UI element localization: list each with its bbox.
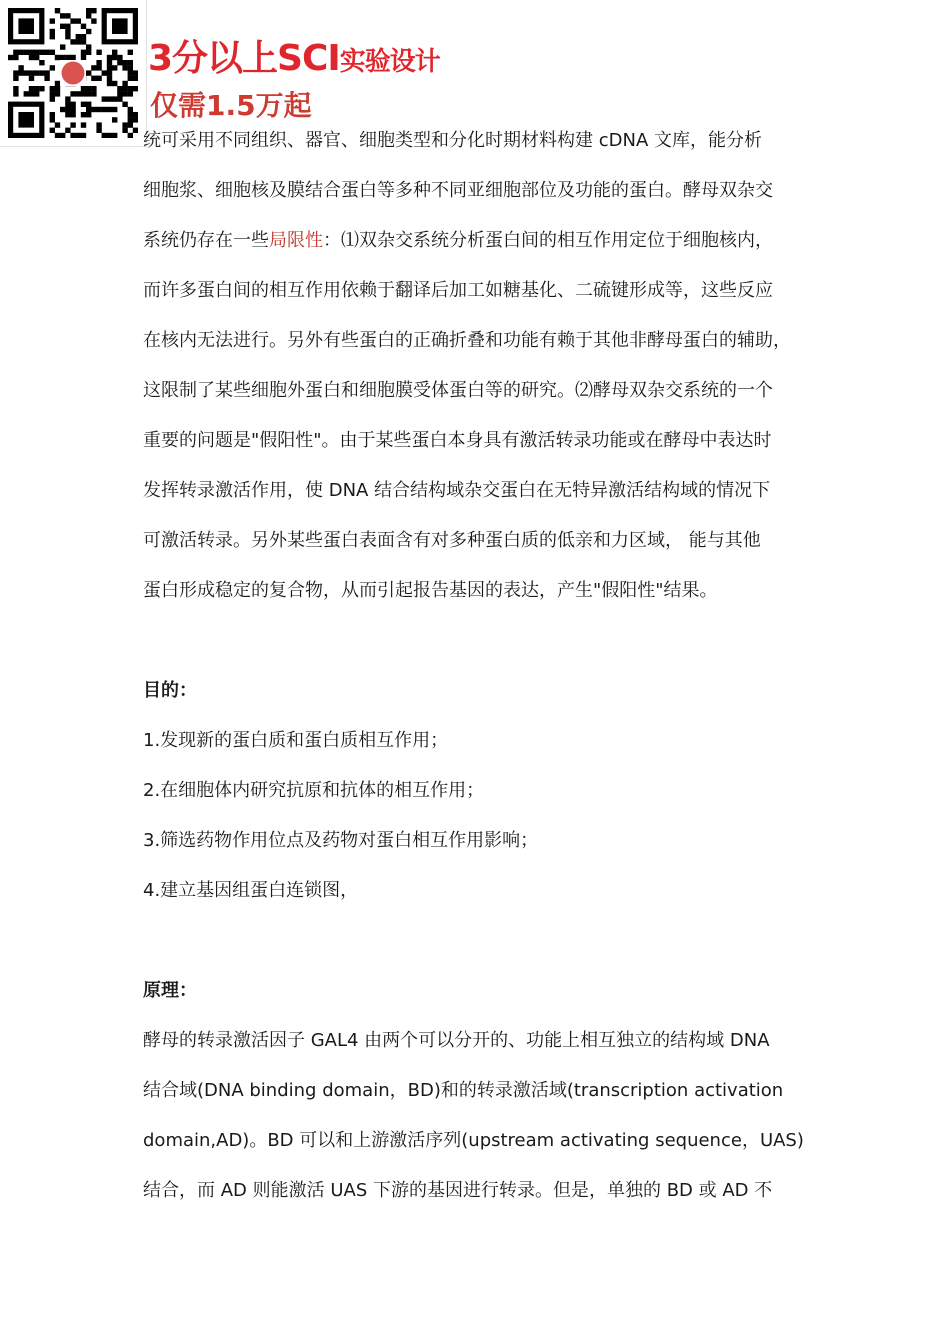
spacer	[143, 916, 833, 966]
section-purpose	[143, 666, 833, 916]
text-line	[143, 216, 833, 266]
text-line: 这限制了某些细胞外蛋白和细胞膜受体蛋白等的研究。⑵酵母双杂交系统的一个	[143, 380, 773, 401]
document-body	[143, 116, 833, 1216]
text-line: domain,AD)。BD 可以和上游激活序列(upstream activating sequence，UAS)	[143, 1130, 804, 1151]
text-line: 结合，而 AD 则能激活 UAS 下游的基因进行转录。但是，单独的 BD 或 AD 不	[143, 1180, 773, 1201]
list-item: 4.建立基因组蛋白连锁图，	[143, 880, 359, 901]
qr-code-box	[0, 0, 147, 147]
paragraph-limitations	[143, 116, 833, 616]
section-heading-principle: 原理：	[143, 980, 197, 1001]
text-line: 发挥转录激活作用，使 DNA 结合结构域杂交蛋白在无特异激活结构域的情况下	[143, 480, 771, 501]
list-item: 3.筛选药物作用位点及药物对蛋白相互作用影响；	[143, 830, 539, 851]
ad-price: 仅需1.5万起	[150, 89, 312, 122]
text-line: 细胞浆、细胞核及膜结合蛋白等多种不同亚细胞部位及功能的蛋白。酵母双杂交	[143, 180, 773, 201]
section-heading-purpose: 目的：	[143, 680, 197, 701]
text-line: 而许多蛋白间的相互作用依赖于翻译后加工如糖基化、二硫键形成等，这些反应	[143, 280, 773, 301]
text-line: 统可采用不同组织、器官、细胞类型和分化时期材料构建 cDNA 文库，能分析	[143, 130, 762, 151]
highlight-limitations: 局限性	[269, 230, 323, 251]
text-line: 蛋白形成稳定的复合物，从而引起报告基因的表达，产生"假阳性"结果。	[143, 580, 718, 601]
section-principle	[143, 966, 833, 1216]
text-line: 可激活转录。另外某些蛋白表面含有对多种蛋白质的低亲和力区域， 能与其他	[143, 530, 761, 551]
text-line: 重要的问题是"假阳性"。由于某些蛋白本身具有激活转录功能或在酵母中表达时	[143, 430, 772, 451]
list-item: 2.在细胞体内研究抗原和抗体的相互作用；	[143, 780, 485, 801]
text-run: ：⑴双杂交系统分析蛋白间的相互作用定位于细胞核内，	[323, 230, 773, 251]
ad-headline-sub: 实验设计	[339, 47, 440, 77]
list-item: 1.发现新的蛋白质和蛋白质相互作用；	[143, 730, 449, 751]
text-run: 系统仍存在一些	[143, 230, 269, 251]
spacer	[143, 616, 833, 666]
ad-headline	[148, 30, 440, 81]
text-line: 在核内无法进行。另外有些蛋白的正确折叠和功能有赖于其他非酵母蛋白的辅助，	[143, 330, 791, 351]
text-line: 酵母的转录激活因子 GAL4 由两个可以分开的、功能上相互独立的结构域 DNA	[143, 1030, 770, 1051]
ad-headline-main: 3分以上SCI	[148, 38, 340, 79]
text-line: 结合域(DNA binding domain，BD)和的转录激活域(transcription activation	[143, 1080, 784, 1101]
qr-code-icon	[8, 8, 138, 138]
